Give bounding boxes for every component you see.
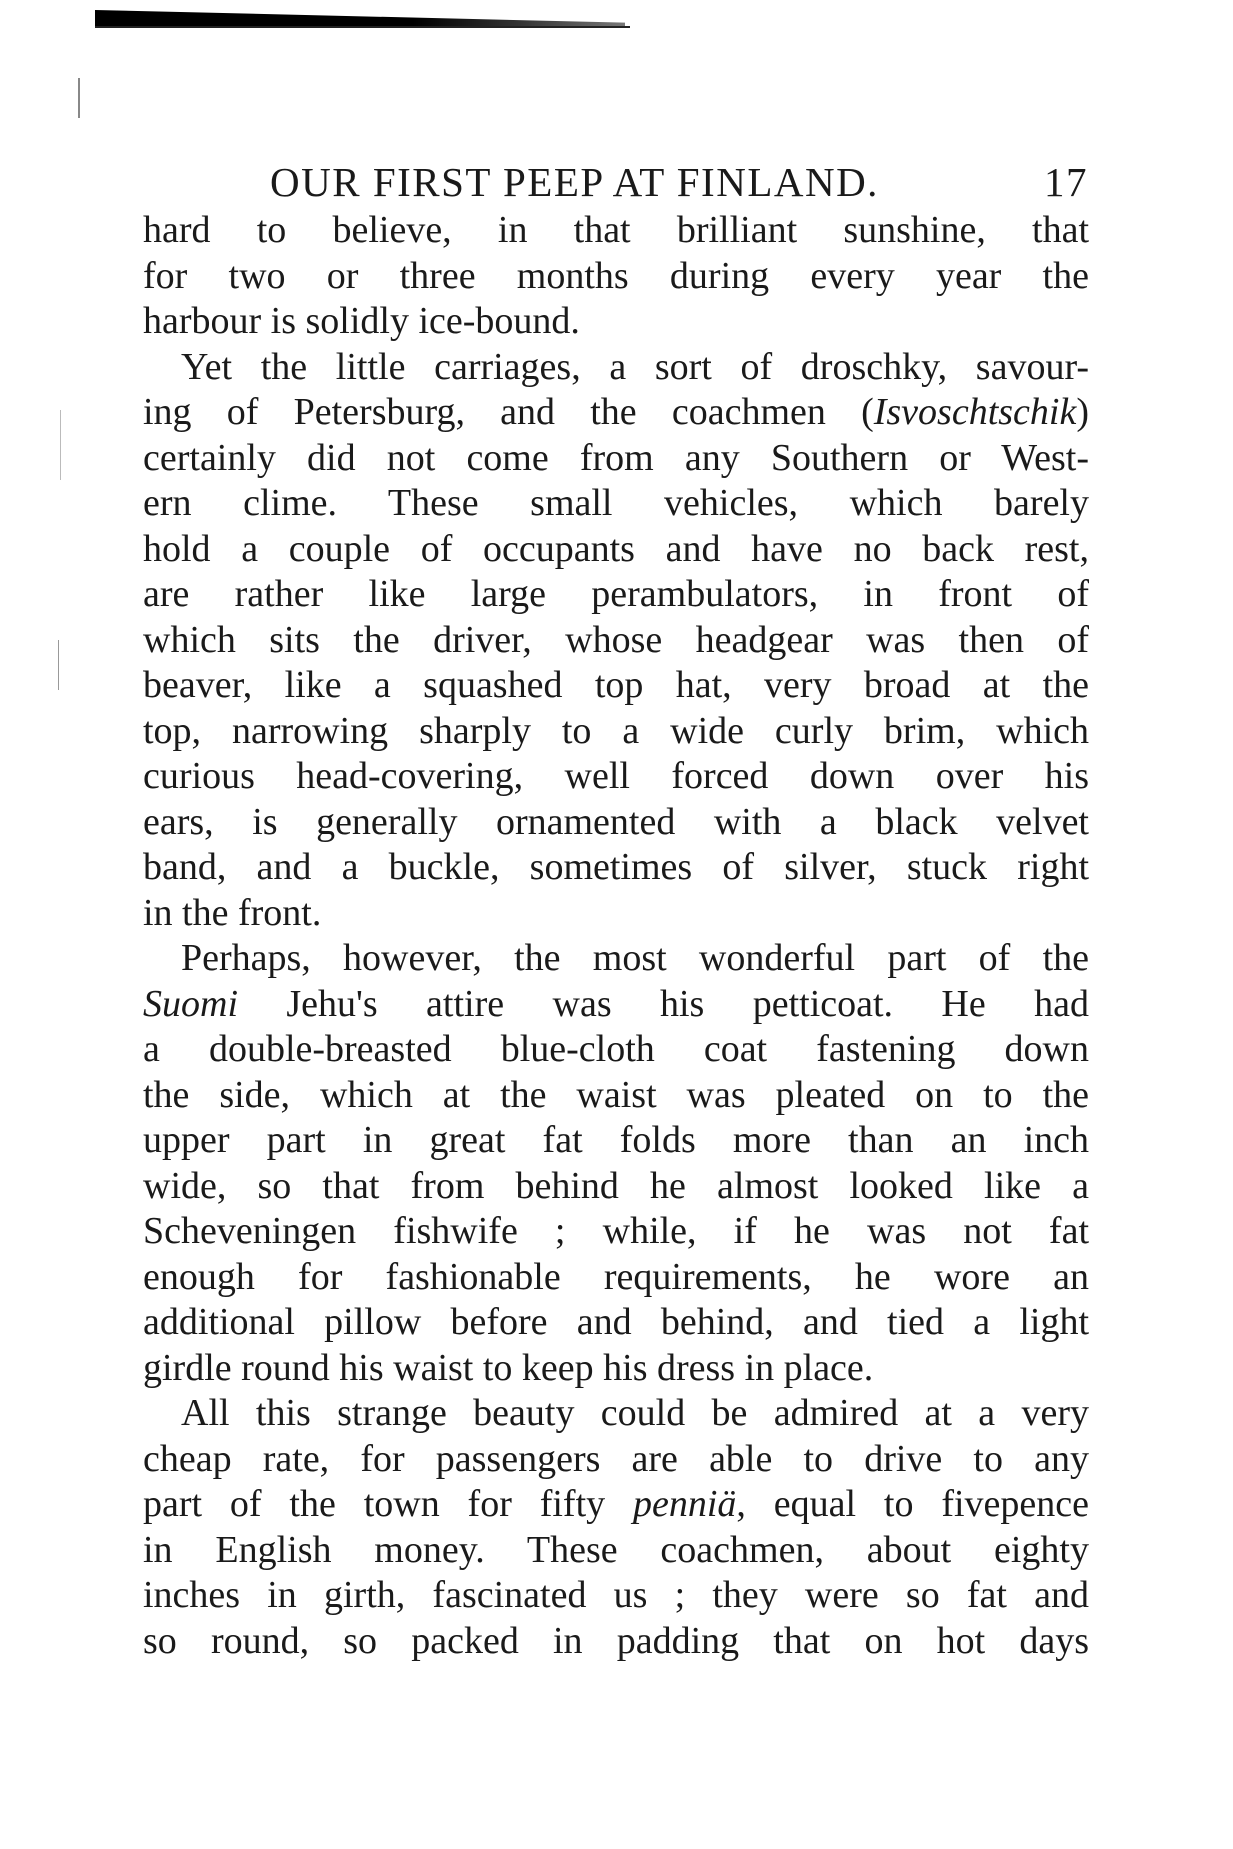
text-line: the side, which at the waist was pleated on to the — [143, 1073, 1089, 1116]
text-line: upper part in great fat folds more than an inch — [143, 1119, 1089, 1161]
text-line: band, and a buckle, sometimes of silver, stuck right — [143, 846, 1089, 888]
text-line: Suomi Jehu's attire was his petticoat. He had — [143, 982, 1089, 1025]
text-line: hard to believe, in that brilliant sunshine, that — [143, 209, 1089, 251]
scan-edge-line — [95, 26, 630, 28]
text-line: are rather like large perambulators, in front of — [143, 573, 1089, 615]
text-line: in the front. — [143, 891, 322, 934]
text-line: ears, is generally ornamented with a black velvet — [143, 800, 1089, 843]
text-line: so round, so packed in padding that on hot days — [143, 1619, 1089, 1662]
text-line: part of the town for fifty penniä, equal to fivepence — [143, 1483, 1089, 1525]
italic-term: Suomi — [143, 982, 238, 1025]
text-line: ing of Petersburg, and the coachmen (Isvoschtschik) — [143, 391, 1089, 433]
text-line: girdle round his waist to keep his dress in place. — [143, 1346, 874, 1389]
text-line: inches in girth, fascinated us ; they were so fat and — [143, 1574, 1089, 1616]
text-line: Yet the little carriages, a sort of droschky, savour- — [181, 345, 1089, 388]
text-line: curious head-covering, well forced down over his — [143, 755, 1089, 797]
text-line: in English money. These coachmen, about eighty — [143, 1528, 1089, 1571]
text-line: ern clime. These small vehicles, which barely — [143, 482, 1089, 524]
running-title: OUR FIRST PEEP AT FINLAND. — [270, 159, 879, 205]
margin-mark — [60, 410, 61, 480]
page-body — [143, 208, 1089, 1664]
text-line: certainly did not come from any Southern or West- — [143, 436, 1089, 479]
margin-mark — [78, 78, 80, 118]
italic-term: penniä — [632, 1483, 737, 1525]
text-line: All this strange beauty could be admired at a very — [181, 1392, 1089, 1434]
text-line: additional pillow before and behind, and tied a light — [143, 1301, 1089, 1343]
text-line: Perhaps, however, the most wonderful part of the — [181, 937, 1089, 979]
text-line: beaver, like a squashed top hat, very broad at the — [143, 664, 1089, 706]
text-line: harbour is solidly ice-bound. — [143, 300, 580, 342]
text-line: enough for fashionable requirements, he wore an — [143, 1255, 1089, 1298]
italic-term: Isvoschtschik — [873, 391, 1077, 433]
text-line: Scheveningen fishwife ; while, if he was not fat — [143, 1210, 1089, 1252]
page-number: 17 — [1044, 159, 1088, 205]
text-line: hold a couple of occupants and have no back rest, — [143, 527, 1089, 570]
margin-mark — [58, 640, 59, 690]
text-line: a double-breasted blue-cloth coat fastening down — [143, 1028, 1089, 1070]
text-line: top, narrowing sharply to a wide curly brim, which — [143, 709, 1089, 752]
text-line: cheap rate, for passengers are able to drive to any — [143, 1437, 1089, 1480]
text-line: for two or three months during every year the — [143, 254, 1089, 297]
text-line: which sits the driver, whose headgear was then of — [143, 618, 1089, 661]
running-header — [270, 152, 1088, 212]
text-line: wide, so that from behind he almost looked like a — [143, 1164, 1089, 1207]
